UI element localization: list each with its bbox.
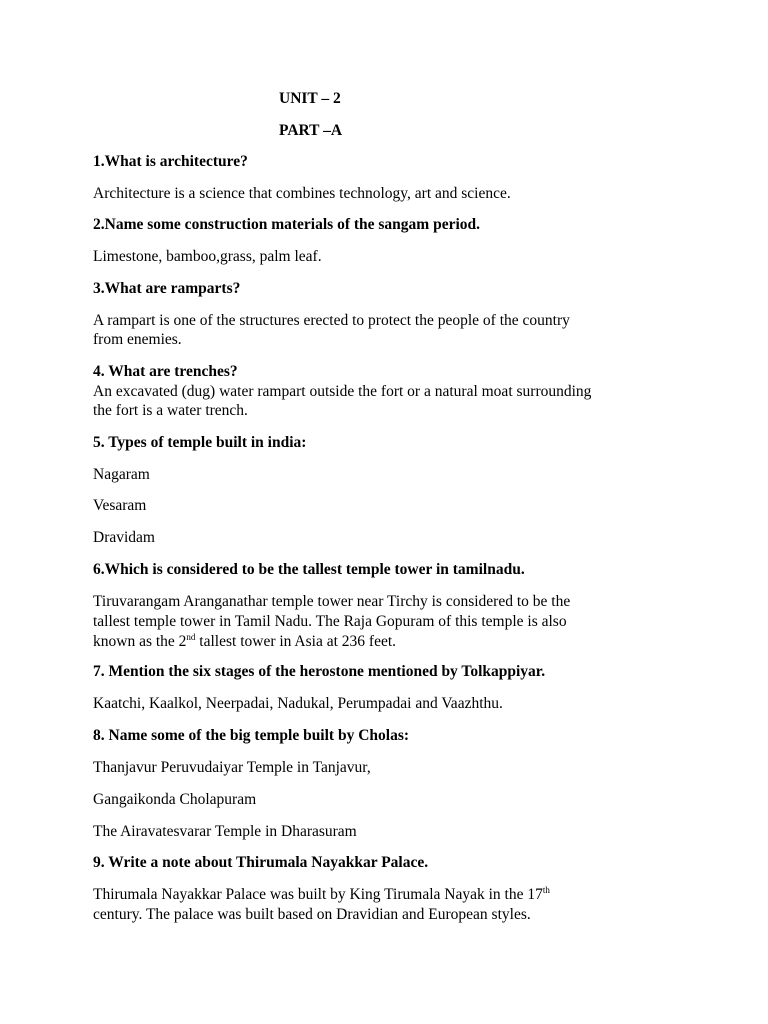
answer-6-line-3 — [93, 632, 396, 651]
question-4: 4. What are trenches? — [93, 363, 238, 380]
list-item: The Airavatesvarar Temple in Dharasuram — [93, 823, 357, 840]
answer-7: Kaatchi, Kaalkol, Neerpadai, Nadukal, Perumpadai and Vaazhthu. — [93, 695, 503, 712]
answer-1: Architecture is a science that combines technology, art and science. — [93, 185, 511, 202]
ordinal-superscript: th — [542, 884, 550, 895]
question-9: 9. Write a note about Thirumala Nayakkar Palace. — [93, 854, 429, 871]
unit-heading: UNIT – 2 — [279, 90, 341, 107]
answer-4-line-2: the fort is a water trench. — [93, 402, 248, 419]
list-item: Thanjavur Peruvudaiyar Temple in Tanjavur, — [93, 759, 371, 776]
answer-6-line-1: Tiruvarangam Aranganathar temple tower near Tirchy is considered to be the — [93, 593, 571, 610]
answer-6-line-3-text: known as the 2 — [93, 633, 187, 650]
question-7: 7. Mention the six stages of the herostone mentioned by Tolkappiyar. — [93, 663, 546, 680]
answer-2: Limestone, bamboo,grass, palm leaf. — [93, 248, 322, 265]
question-3: 3.What are ramparts? — [93, 280, 241, 297]
question-2: 2.Name some construction materials of the sangam period. — [93, 216, 481, 233]
question-5: 5. Types of temple built in india: — [93, 434, 307, 451]
list-item: Nagaram — [93, 466, 150, 483]
answer-9-line-2: century. The palace was built based on Dravidian and European styles. — [93, 906, 531, 923]
answer-6-line-3-text-end: tallest tower in Asia at 236 feet. — [195, 633, 397, 650]
part-heading: PART –A — [279, 122, 343, 139]
answer-4-line-1: An excavated (dug) water rampart outside the fort or a natural moat surrounding — [93, 383, 592, 400]
list-item: Gangaikonda Cholapuram — [93, 791, 257, 808]
question-8: 8. Name some of the big temple built by Cholas: — [93, 727, 410, 744]
answer-3-line-2: from enemies. — [93, 331, 182, 348]
answer-9-line-1-text: Thirumala Nayakkar Palace was built by King Tirumala Nayak in the 17 — [93, 886, 543, 903]
question-6: 6.Which is considered to be the tallest temple tower in tamilnadu. — [93, 561, 525, 578]
ordinal-superscript: nd — [186, 631, 196, 642]
list-item: Vesaram — [93, 497, 147, 514]
answer-3-line-1: A rampart is one of the structures erected to protect the people of the country — [93, 312, 570, 329]
question-1: 1.What is architecture? — [93, 153, 248, 170]
answer-6-line-2: tallest temple tower in Tamil Nadu. The Raja Gopuram of this temple is also — [93, 613, 567, 630]
answer-9-line-1 — [93, 885, 550, 904]
list-item: Dravidam — [93, 529, 155, 546]
